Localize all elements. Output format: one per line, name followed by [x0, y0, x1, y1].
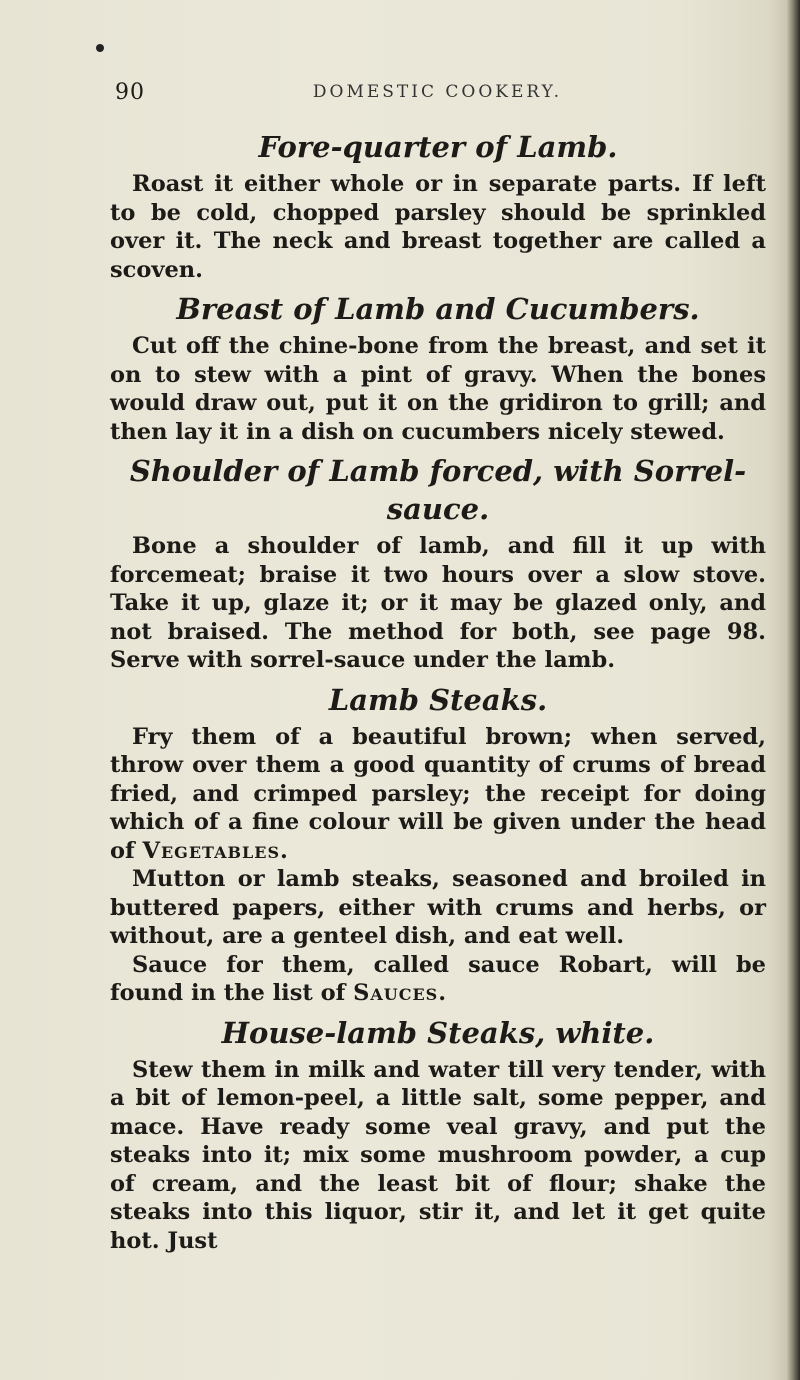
paragraph — [110, 723, 766, 866]
page-content — [110, 122, 766, 1255]
section-title-breast: Breast of Lamb and Cucumbers. — [176, 292, 700, 326]
paragraph-text: Sauce for them, called sauce Robart, will be found in the list of — [110, 951, 766, 1006]
page-header — [115, 80, 760, 110]
cross-reference: Vegetables. — [142, 837, 289, 864]
section-title-house-lamb: House-lamb Steaks, white. — [221, 1015, 655, 1050]
ink-dot — [96, 44, 104, 52]
paragraph: Cut off the chine-bone from the breast, and set it on to stew with a pint of gravy. When the bones would draw out, put it on the gridiron to grill; and then lay it in a dish on cucumbers nicely stewed. — [110, 333, 766, 445]
paragraph: Roast it either whole or in separate parts. If left to be cold, chopped parsley should be sprinkled over it. The neck and breast together are called a scoven. — [110, 171, 766, 283]
cross-reference: Sauces. — [353, 980, 448, 1006]
running-title: DOMESTIC COOKERY. — [312, 82, 563, 102]
page-edge-shadow — [786, 0, 800, 1380]
page-number: 90 — [115, 80, 145, 105]
section-title-fore-quarter: Fore-quarter of Lamb. — [258, 130, 618, 164]
paragraph: Mutton or lamb steaks, seasoned and broiled in buttered papers, either with crums and herbs, or without, are a genteel dish, and eat well. — [110, 866, 766, 949]
paragraph — [110, 951, 766, 1008]
section-title-shoulder: Shoulder of Lamb forced, with Sorrel-sauce. — [129, 454, 747, 526]
section-title-lamb-steaks: Lamb Steaks. — [328, 682, 548, 717]
paragraph: Stew them in milk and water till very tender, with a bit of lemon-peel, a little salt, some pepper, and mace. Have ready some veal gravy, and put the steaks into it; mix some mushroom powder, a cup of cream, and the least bit of flour; shake the steaks into this liquor, stir it, and let it get quite hot. Just — [110, 1056, 766, 1254]
paragraph: Bone a shoulder of lamb, and fill it up with forcemeat; braise it two hours over a slow stove. Take it up, glaze it; or it may be glazed only, and not braised. The method for both, see page 98. Serve with sorrel-sauce under the lamb. — [110, 533, 766, 673]
paragraph-text: Fry them of a beautiful brown; when served, throw over them a good quantity of crums of bread fried, and crimped parsley; the receipt for doing which of a fine colour will be given under the head of — [110, 723, 766, 864]
